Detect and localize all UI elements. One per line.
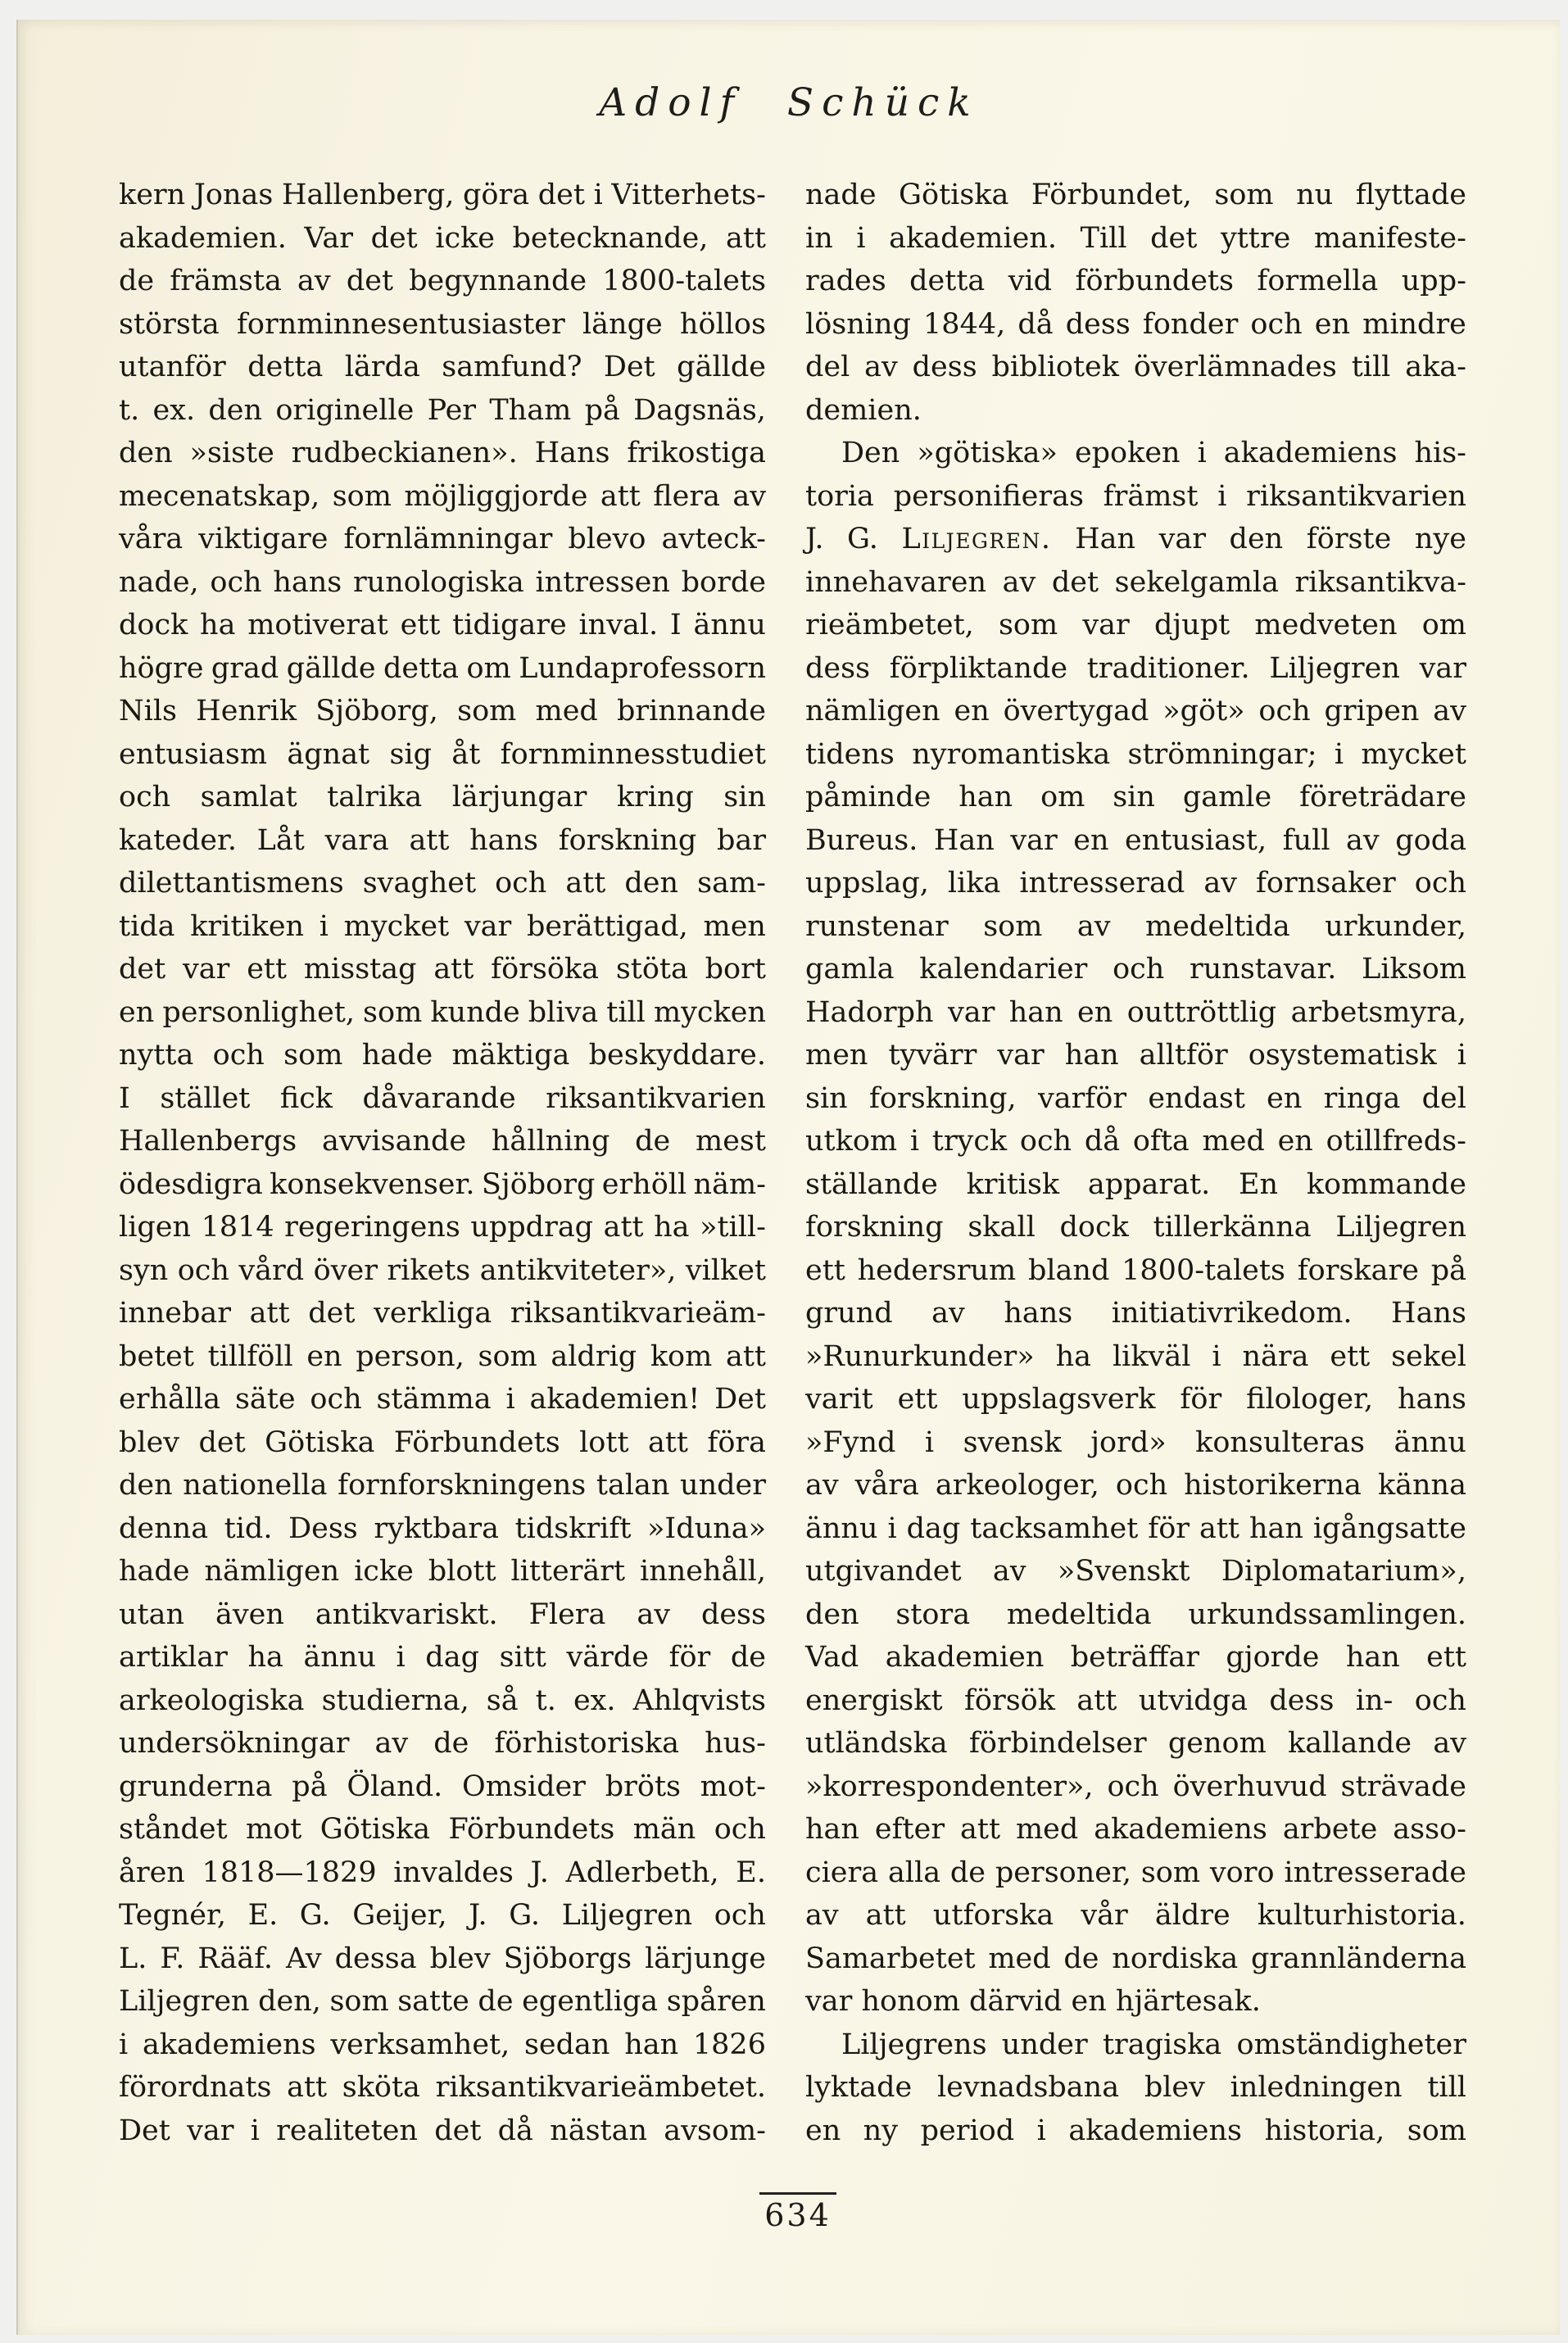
left-text-column bbox=[119, 174, 766, 2152]
text-line: en personlighet, som kunde bliva till mycken bbox=[119, 995, 766, 1029]
text-line: »Runurkunder» ha likväl i nära ett sekel bbox=[805, 1339, 1466, 1373]
text-line: utan även antikvariskt. Flera av dess bbox=[119, 1598, 766, 1631]
text-line: kern Jonas Hallenberg, göra det i Vitterhets- bbox=[119, 179, 766, 211]
page-footer bbox=[759, 2192, 836, 2233]
text-line: ligen 1814 regeringens uppdrag att ha »till- bbox=[119, 1211, 766, 1244]
text-line: hade nämligen icke blott litterärt innehåll, bbox=[119, 1555, 766, 1588]
text-line: sin forskning, varför endast en ringa del bbox=[805, 1081, 1466, 1115]
text-line: betet tillföll en person, som aldrig kom att bbox=[119, 1339, 766, 1373]
text-line: påminde han om sin gamle företrädare bbox=[805, 781, 1466, 813]
text-line: artiklar ha ännu i dag sitt värde för de bbox=[119, 1641, 766, 1674]
text-line: del av dess bibliotek överlämnades till aka- bbox=[805, 351, 1466, 383]
text-line: denna tid. Dess ryktbara tidskrift »Iduna» bbox=[119, 1511, 766, 1545]
text-line: tidens nyromantiska strömningar; i mycket bbox=[805, 737, 1466, 771]
text-line: in i akademien. Till det yttre manifeste- bbox=[805, 221, 1466, 255]
text-line: erhålla säte och stämma i akademien! Det bbox=[119, 1383, 766, 1416]
text-line: »Fynd i svensk jord» konsulteras ännu bbox=[805, 1425, 1466, 1459]
text-line: åren 1818—1829 invaldes J. Adlerbeth, E. bbox=[119, 1856, 766, 1889]
text-line: Hallenbergs avvisande hållning de mest bbox=[119, 1125, 766, 1158]
text-line: grund av hans initiativrikedom. Hans bbox=[805, 1297, 1466, 1330]
text-line: ödesdigra konsekvenser. Sjöborg erhöll näm- bbox=[119, 1167, 766, 1201]
text-line: förordnats att sköta riksantikvarieämbetet. bbox=[119, 2071, 766, 2104]
text-line: av våra arkeologer, och historikerna känna bbox=[805, 1469, 1466, 1502]
text-line: demien. bbox=[805, 393, 922, 427]
text-line: innebar att det verkliga riksantikvarieäm- bbox=[119, 1297, 766, 1330]
text-line: rieämbetet, som var djupt medveten om bbox=[805, 609, 1466, 641]
text-line: största fornminnesentusiaster länge höllos bbox=[119, 307, 766, 341]
text-line: gamla kalendarier och runstavar. Liksom bbox=[805, 953, 1466, 986]
text-line: »korrespondenter», och överhuvud strävade bbox=[805, 1770, 1466, 1803]
text-line: ännu i dag tacksamhet för att han igångsatte bbox=[805, 1511, 1466, 1545]
text-line: runstenar som av medeltida urkunder, bbox=[805, 909, 1466, 943]
text-line: nämligen en övertygad »göt» och gripen av bbox=[805, 695, 1466, 727]
text-line: innehavaren av det sekelgamla riksantikva- bbox=[805, 565, 1466, 599]
text-line: ståndet mot Götiska Förbundets män och bbox=[119, 1813, 766, 1846]
text-line: energiskt försök att utvidga dess in- och bbox=[805, 1684, 1466, 1717]
text-line: var honom därvid en hjärtesak. bbox=[805, 1985, 1261, 2018]
text-line: ciera alla de personer, som voro intresserade bbox=[805, 1856, 1466, 1889]
right-text-column bbox=[805, 174, 1466, 2152]
text-line: Vad akademien beträffar gjorde han ett bbox=[805, 1641, 1466, 1674]
text-line: kateder. Låt vara att hans forskning bar bbox=[119, 823, 766, 857]
text-line: men tyvärr var han alltför osystematisk i bbox=[805, 1039, 1466, 1072]
text-columns bbox=[119, 174, 1466, 2152]
text-line: Hadorph var han en outtröttlig arbetsmyra, bbox=[805, 995, 1466, 1029]
text-line: den nationella fornforskningens talan under bbox=[119, 1469, 766, 1502]
text-line: Tegnér, E. G. Geijer, J. G. Liljegren och bbox=[119, 1899, 766, 1932]
text-line: varit ett uppslagsverk för filologer, hans bbox=[805, 1383, 1466, 1416]
text-line: syn och vård över rikets antikviteter», vilket bbox=[119, 1253, 766, 1287]
text-line: han efter att med akademiens arbete asso- bbox=[805, 1813, 1466, 1846]
page-number: 634 bbox=[764, 2197, 832, 2233]
text-line: våra viktigare fornlämningar blevo avteck- bbox=[119, 523, 766, 555]
text-line: Liljegrens under tragiska omständigheter bbox=[841, 2028, 1466, 2061]
text-line: Det var i realiteten det då nästan avsom- bbox=[119, 2114, 766, 2147]
text-line: utkom i tryck och då ofta med en otillfreds- bbox=[805, 1125, 1466, 1158]
text-line: J. G. Liljegren. Han var den förste nye bbox=[805, 523, 1466, 555]
text-line: de främsta av det begynnande 1800-talets bbox=[119, 265, 766, 297]
text-line: tida kritiken i mycket var berättigad, men bbox=[119, 909, 766, 943]
text-line: dock ha motiverat ett tidigare inval. I ännu bbox=[119, 609, 766, 641]
text-line: L. F. Rääf. Av dessa blev Sjöborgs lärjunge bbox=[119, 1942, 766, 1975]
book-page bbox=[18, 20, 1560, 2335]
text-line: t. ex. den originelle Per Tham på Dagsnäs, bbox=[119, 393, 766, 427]
text-line: lösning 1844, då dess fonder och en mindre bbox=[805, 307, 1466, 341]
text-line: nade, och hans runologiska intressen borde bbox=[119, 565, 766, 599]
text-line: dilettantismens svaghet och att den sam- bbox=[119, 867, 766, 900]
text-line: det var ett misstag att försöka stöta bort bbox=[119, 953, 766, 986]
text-line: lyktade levnadsbana blev inledningen till bbox=[805, 2071, 1466, 2104]
text-line: dess förpliktande traditioner. Liljegren var bbox=[805, 651, 1466, 685]
text-line: av att utforska vår äldre kulturhistoria. bbox=[805, 1899, 1466, 1932]
text-line: i akademiens verksamhet, sedan han 1826 bbox=[119, 2028, 766, 2061]
text-line: I stället fick dåvarande riksantikvarien bbox=[119, 1081, 766, 1115]
text-line: högre grad gällde detta om Lundaprofessorn bbox=[119, 651, 766, 685]
text-line: utländska förbindelser genom kallande av bbox=[805, 1727, 1466, 1760]
text-line: Samarbetet med de nordiska grannländerna bbox=[805, 1942, 1466, 1975]
text-line: arkeologiska studierna, så t. ex. Ahlqvists bbox=[119, 1684, 766, 1717]
text-line: forskning skall dock tillerkänna Liljegren bbox=[805, 1211, 1466, 1244]
text-line: akademien. Var det icke betecknande, att bbox=[119, 221, 766, 255]
text-line: den stora medeltida urkundssamlingen. bbox=[805, 1598, 1466, 1631]
text-line: utgivandet av »Svenskt Diplomatarium», bbox=[805, 1555, 1466, 1588]
text-line: grunderna på Öland. Omsider bröts mot- bbox=[119, 1770, 766, 1803]
text-line: nade Götiska Förbundet, som nu flyttade bbox=[805, 179, 1466, 211]
text-line: blev det Götiska Förbundets lott att föra bbox=[119, 1425, 766, 1459]
text-line: Liljegren den, som satte de egentliga spåren bbox=[119, 1985, 766, 2018]
text-line: Bureus. Han var en entusiast, full av goda bbox=[805, 823, 1466, 857]
text-line: Den »götiska» epoken i akademiens his- bbox=[841, 437, 1466, 469]
text-line: entusiasm ägnat sig åt fornminnesstudiet bbox=[119, 737, 766, 771]
text-line: toria personifieras främst i riksantikvarien bbox=[805, 479, 1466, 513]
text-line: rades detta vid förbundets formella upp- bbox=[805, 265, 1466, 297]
text-line: den »siste rudbeckianen». Hans frikostiga bbox=[119, 437, 766, 469]
text-line: mecenatskap, som möjliggjorde att flera av bbox=[119, 479, 766, 513]
text-line: utanför detta lärda samfund? Det gällde bbox=[119, 351, 766, 383]
text-line: ett hedersrum bland 1800-talets forskare på bbox=[805, 1253, 1466, 1287]
text-line: Nils Henrik Sjöborg, som med brinnande bbox=[119, 695, 766, 727]
text-line: nytta och som hade mäktiga beskyddare. bbox=[119, 1039, 766, 1072]
text-line: en ny period i akademiens historia, som bbox=[805, 2114, 1466, 2147]
text-line: och samlat talrika lärjungar kring sin bbox=[119, 781, 766, 813]
text-line: ställande kritisk apparat. En kommande bbox=[805, 1167, 1466, 1201]
text-line: undersökningar av de förhistoriska hus- bbox=[119, 1727, 766, 1760]
running-header: Adolf Schück bbox=[599, 80, 979, 125]
text-line: uppslag, lika intresserad av fornsaker och bbox=[805, 867, 1466, 900]
